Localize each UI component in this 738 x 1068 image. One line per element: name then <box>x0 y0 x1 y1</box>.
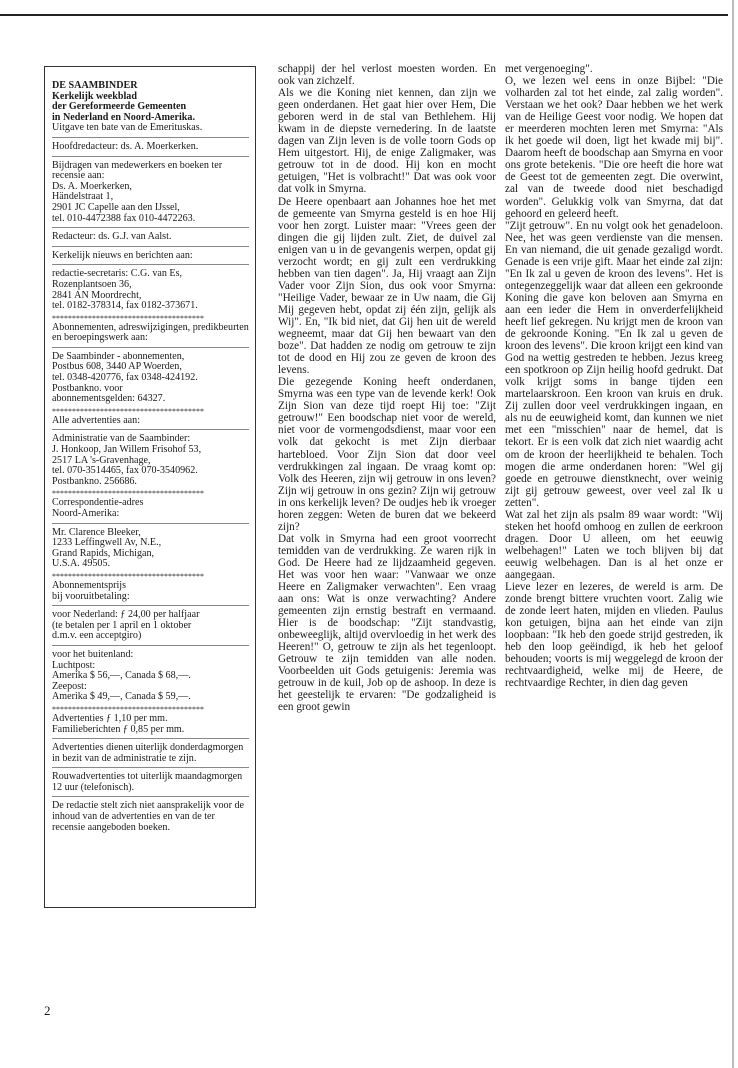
divider <box>52 645 249 646</box>
ads-address: Administratie van de Saambinder: J. Honkoop, Jan Willem Frisohof 53, 2517 LA 's-Gravenhage, tel. 070-3514465, fax 070-3540962. Postbankno. 256686. <box>52 433 202 487</box>
correspondence-address: Mr. Clarence Bleeker, 1233 Leffingwell Av, N.E., Grand Rapids, Michigan, U.S.A. 49505. <box>52 526 162 570</box>
masthead-colophon <box>44 66 256 908</box>
ads-heading: Alle advertenties aan: <box>52 414 140 426</box>
editor-in-chief: Hoofdredacteur: ds. A. Moerkerken. <box>52 140 199 152</box>
masthead-title-line: DE SAAMBINDER <box>52 80 138 91</box>
star-separator: ************************************** <box>52 407 204 415</box>
masthead-title <box>52 81 249 123</box>
masthead-title-line: der Gereformeerde Gemeenten <box>52 101 187 113</box>
article-column-3 <box>505 63 723 913</box>
church-news-heading: Kerkelijk nieuws en berichten aan: <box>52 249 193 261</box>
divider <box>52 227 249 228</box>
masthead-title-line: Kerkelijk weekblad <box>52 90 137 102</box>
star-separator: ************************************** <box>52 705 204 713</box>
divider <box>52 137 249 138</box>
divider <box>52 347 249 348</box>
mourning-ad-deadline: Rouwadvertenties tot uiterlijk maandagmorgen 12 uur (telefonisch). <box>52 771 243 793</box>
divider <box>52 264 249 265</box>
secretary-address: redactie-secretaris: C.G. van Es, Rozenplantsoen 36, 2841 AN Moordrecht, tel. 0182-378314, fax 0182-373671. <box>52 268 198 312</box>
article-column-2 <box>278 63 496 913</box>
article-text: schappij der hel verlost moesten worden. En ook van zichzelf. Als we die Koning niet kennen, dan zijn we geen onderdanen. Het gaat hier over Hem, Die geboren werd in de stal van Bethlehem. Hij kwam in de diepste vernedering. In de laatste dagen van Zijn leven is de volle toorn Gods op Hem uitgestort. Hij, de enige Zaligmaker, was getrouw tot in de dood. Hij kon en mocht getuigen, "Het is volbracht!" Dat was ook voor dat volk in Smyrna. De Heere openbaart aan Johannes hoe het met de gemeente van Smyrna gesteld is en hoe Hij voor hen zorgt. Luister maar: "Vrees geen der dingen die gij lijden zult. Ziet, de duivel zal enigen van u in de gevangenis werpen, opdat gij verzocht wordt; en gij zult een verdrukking hebben van tien dagen". Ja, Hij vraagt aan Zijn Vader voor Zijn Sion, dus ook voor Smyrna: "Heilige Vader, bewaar ze in Uw naam, die Gij Mij gegeven hebt, opdat zij één zijn, gelijk als Wij". En, "Ik bid niet, dat Gij hen uit de wereld wegneemt, maar dat Gij hen bewaart van den boze". Dat hadden ze nodig om getrouw te zijn tot de dood en Hij zou ze geven de kroon des levens. Die gezegende Koning heeft onderdanen, Smyrna was een type van de levende kerk! Ook Zijn Sion van deze tijd roept Hij toe: "Zijt getrouw!" Een boodschap niet voor de wereld, niet voor de vormengodsdienst, maar voor een volk dat gekocht is met Zijn dierbaar hartebloed. Voor Zijn Sion dat door veel verdrukkingen zal ingaan. De vraag komt op: Volk des Heeren, zijn wij getrouw in ons leven? Zijn wij getrouw in ons gezin? Zijn wij getrouw in ons kerkelijk leven? De oudjes heb ik vroeger horen zeggen: Weten de buren dat we bekeerd zijn? Dat volk in Smyrna had een groot voorrecht temidden van de verdrukking. Ze waren rijk in God. De Heere had ze lijdzaamheid gegeven. Het was voor hen waar: "Vanwaar we onze Heere en Zaligmaker verwachten". Een vraag aan ons: Wat is onze verwachting? Andere gemeenten zijn ernstig bestraft en vermaand. Hier is de boodschap: "Zijt standvastig, onbeweeglijk, altijd overvloedig in het werk des Heeren!" O, getrouw te zijn als het tegenloopt. Getrouw te zijn temidden van alle noden. Voorbeelden uit Gods getuigenis: Jeremia was getrouw in de kuil, Job op de ashoop. In deze is het geestelijk te ervaren: "De godzaligheid is een groot gewin <box>278 63 496 714</box>
divider <box>52 796 249 797</box>
price-abroad: voor het buitenland: Luchtpost: Amerika $ 56,—, Canada $ 68,—. Zeepost: Amerika $ 49,—, Canada $ 59,—. <box>52 648 191 703</box>
ad-rates: Advertenties ƒ 1,10 per mm. Familieberichten ƒ 0,85 per mm. <box>52 712 185 735</box>
divider <box>52 523 249 524</box>
scan-border-top <box>0 14 728 16</box>
star-separator: ************************************** <box>52 490 204 498</box>
divider <box>52 767 249 768</box>
price-heading: Abonnementsprijs bij vooruitbetaling: <box>52 579 130 602</box>
divider <box>52 429 249 430</box>
ad-deadline: Advertenties dienen uiterlijk donderdagmorgen in bezit van de administratie te zijn. <box>52 742 244 764</box>
divider <box>52 156 249 157</box>
price-netherlands: voor Nederland: ƒ 24,00 per halfjaar (te betalen per 1 april en 1 oktober d.m.v. een acceptgiro) <box>52 609 200 642</box>
masthead-subtitle: Uitgave ten bate van de Emerituskas. <box>52 122 203 134</box>
subscriptions-address: De Saambinder - abonnementen, Postbus 608, 3440 AP Woerden, tel. 0348-420776, fax 0348-424192. Postbankno. voor abonnementsgelden: 64327. <box>52 350 198 405</box>
page-number: 2 <box>44 1003 51 1018</box>
subscriptions-heading: Abonnementen, adreswijzigingen, predikbeurten en beroepingswerk aan: <box>52 321 249 344</box>
divider <box>52 605 249 606</box>
masthead-title-line: in Nederland en Noord-Amerika. <box>52 111 195 123</box>
contributions-address: Bijdragen van medewerkers en boeken ter recensie aan: Ds. A. Moerkerken, Händelstraat 1, 2901 JC Capelle aan den IJssel, tel. 010-4472388 fax 010-4472263. <box>52 159 223 224</box>
correspondence-heading: Correspondentie-adres Noord-Amerika: <box>52 497 144 519</box>
divider <box>52 738 249 739</box>
star-separator: ************************************** <box>52 314 204 322</box>
scan-border-right <box>732 0 734 1068</box>
article-text: met vergenoeging". O, we lezen wel eens in onze Bijbel: "Die volharden zal tot het einde, zal zalig worden". Verstaan we het ook? Daar hebben we het werk van de Heilige Geest voor nodig. We hopen dat er meerderen mochten leren met Smyrna: "Als ik het goede wil doen, ligt het kwade mij bij". Daarom heeft de boodschap aan Smyrna en voor ons grote betekenis. "Die ore heeft die hore wat de Geest tot de gemeenten zegt. Die overwint, zal van de tweede dood niet beschadigd worden". Gelukkig volk van Smyrna, dat dat gehoord en geleerd heeft. "Zijt getrouw". En nu volgt ook het genadeloon. Nee, het was geen verdienste van die mensen. En van niemand, die uit genade gezaligd wordt. Genade is een vrije gift. Maar het einde zal zijn: "En Ik zal u geven de kroon des levens". Het is ontegenzeggelijk waar dat alleen een gekroonde Koning die gave kon beloven aan Smyrna en aan een ieder die Hem in onverderfelijkheid heeft lief gekregen. Nu krijgt men de kroon van de gekroonde Koning. "En Ik zal u geven de kroon des levens". Die kroon krijgt een kind van God na wettig gestreden te hebben. Jezus kreeg een spotkroon op Zijn heilig hoofd gedrukt. Dat volk krijgt soms in bange tijden een martelaarskroon. Een kroon van kruis en druk. Zij zullen door veel verdrukkingen ingaan, en als nu de eeuwigheid komt, dan kunnen we niet met een "misschien" naar de hemel, dat is tekort. Er is een volk dat zich niet waardig acht om de kroon der heerlijkheid te behalen. Toch mogen die arme onderdanen horen: "Wel gij goede en getrouwe dienstknecht, over weinig zijt gij getrouw geweest, over veel zal Ik u zetten". Wat zal het zijn als psalm 89 waar wordt: "Wij steken het hoofd omhoog en zullen de eerkroon dragen. Door U alleen, om het eeuwig welbehagen!" Laten we toch blijven bij dat eeuwig welbehagen. Dan is al het onze er aangegaan. Lieve lezer en lezeres, de wereld is arm. De zonde brengt bittere vruchten voort. Zalig wie de zonde leert haten, mijden en vlieden. Paulus kon getuigen, bijna aan het einde van zijn loopbaan: "Ik heb den goede strijd gestreden, ik heb den loop geëindigd, ik heb het geloof behouden; voorts is mij weggelegd de kroon der rechtvaardigheid, welke mij de Heere, de rechtvaardige Rechter, in dien dag geven <box>505 63 723 690</box>
divider <box>52 246 249 247</box>
star-separator: ************************************** <box>52 572 204 580</box>
disclaimer: De redactie stelt zich niet aansprakelijk voor de inhoud van de advertenties en van de ter recensie aangeboden boeken. <box>52 800 244 833</box>
editor: Redacteur: ds. G.J. van Aalst. <box>52 231 172 243</box>
